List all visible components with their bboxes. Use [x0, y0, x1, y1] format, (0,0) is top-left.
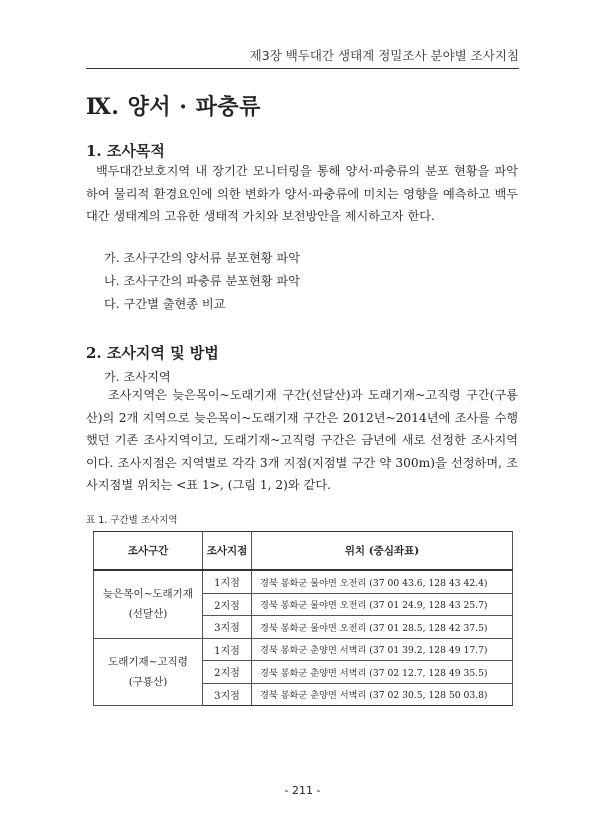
- header-section: 조사구간: [94, 532, 203, 571]
- chapter-title: Ⅸ. 양서 · 파충류: [86, 94, 261, 120]
- section-mountain: (구룡산): [128, 675, 168, 688]
- section2-sub-heading: 가. 조사지역: [104, 370, 171, 384]
- section1-item-1: 가. 조사구간의 양서류 분포현황 파악: [104, 251, 300, 265]
- location-cell: 경북 봉화군 춘양면 서벽리 (37 02 30.5, 128 50 03.8): [252, 683, 513, 706]
- header-location: 위치 (중심좌표): [252, 532, 513, 571]
- header-point: 조사지점: [203, 532, 252, 571]
- point-cell: 1지점: [203, 638, 252, 661]
- section-name: 늦은목이~도래기재: [103, 588, 193, 601]
- section2-paragraph: 조사지역은 늦은목이~도래기재 구간(선달산)과 도래기재~고직령 구간(구룡산)의 2개 지역으로 늦은목이~도래기재 구간은 2012년~2014년에 조사를 수행했던 기존 조사지역이고, 도래기재~고직령 구간은 금년에 새로 선정한 조사지역이다. 조사지점은 지역별로 각각 3개 지점(지점별 구간 약 300m)을 선정하며, 조사지점별 위치는 <표 1>, (그림 1, 2)와 같다.: [86, 388, 518, 492]
- table-row: [94, 570, 513, 593]
- point-cell: 2지점: [203, 593, 252, 616]
- section-cell: [94, 638, 203, 706]
- point-cell: 3지점: [203, 683, 252, 706]
- location-cell: 경북 봉화군 물야면 오전리 (37 01 24.9, 128 43 25.7): [252, 593, 513, 616]
- page-number: - 211 -: [284, 784, 321, 797]
- point-cell: 2지점: [203, 661, 252, 684]
- location-cell: 경북 봉화군 물야면 오전리 (37 01 28.5, 128 42 37.5): [252, 616, 513, 639]
- section1-heading: 1. 조사목적: [86, 142, 165, 160]
- location-cell: 경북 봉화군 춘양면 서벽리 (37 01 39.2, 128 49 17.7): [252, 638, 513, 661]
- section1-item-3: 다. 구간별 출현종 비교: [104, 297, 226, 311]
- section1-paragraph: 백두대간보호지역 내 장기간 모니터링을 통해 양서·파충류의 분포 현황을 파악하여 물리적 환경요인에 의한 변화가 양서·파충류에 미치는 영향을 예측하고 백두대간 생태계의 고유한 생태적 가치와 보전방안을 제시하고자 한다.: [86, 164, 518, 223]
- location-cell: 경북 봉화군 춘양면 서벽리 (37 02 12.7, 128 49 35.5): [252, 661, 513, 684]
- section2-heading: 2. 조사지역 및 방법: [86, 344, 219, 362]
- section-mountain: (선달산): [128, 608, 168, 621]
- page-header: [86, 46, 519, 69]
- table-row: [94, 638, 513, 661]
- survey-table: [93, 531, 513, 706]
- point-cell: 1지점: [203, 570, 252, 593]
- point-cell: 3지점: [203, 616, 252, 639]
- location-cell: 경북 봉화군 물야면 오전리 (37 00 43.6, 128 43 42.4): [252, 570, 513, 593]
- table-header-row: [94, 532, 513, 571]
- header-title: 제3장 백두대간 생태계 정밀조사 분야별 조사지침: [249, 48, 519, 63]
- section1-item-2: 나. 조사구간의 파충류 분포현황 파악: [104, 274, 300, 288]
- table-caption: 표 1. 구간별 조사지역: [86, 515, 178, 526]
- section-cell: [94, 570, 203, 638]
- section-name: 도래기재~고직령: [108, 655, 188, 668]
